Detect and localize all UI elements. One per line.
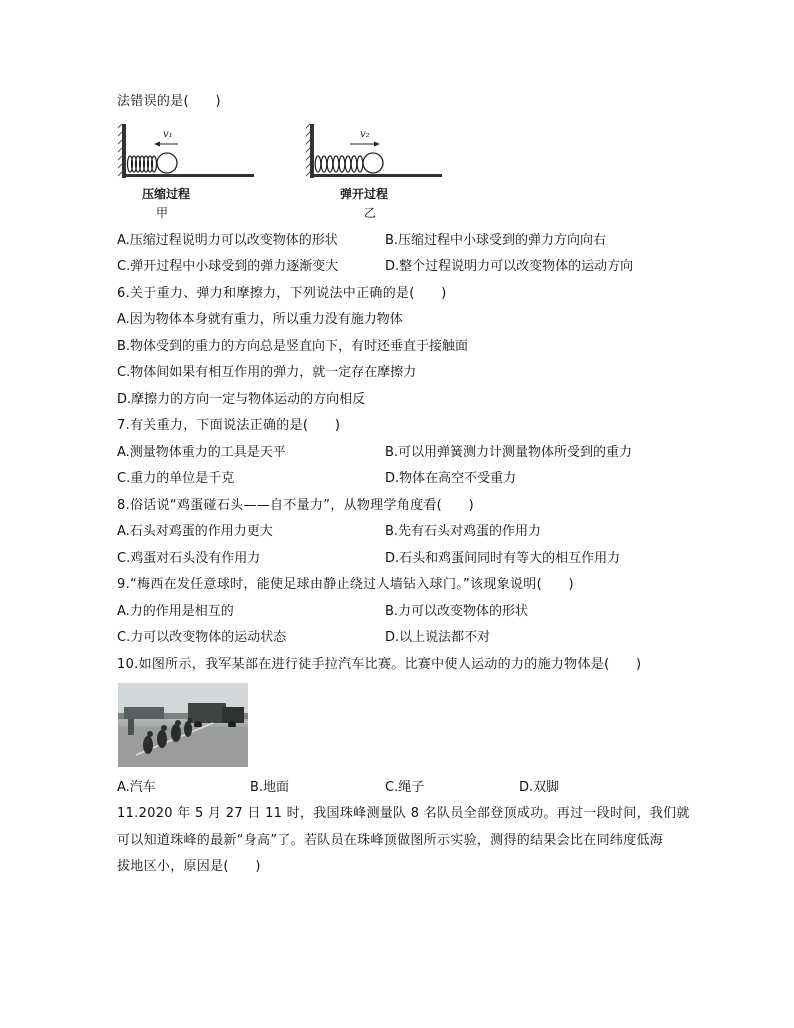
q8-option-b: B.先有石头对鸡蛋的作用力 xyxy=(385,524,542,539)
spring-compression-figure xyxy=(118,122,258,184)
q10-option-b: B.地面 xyxy=(250,780,290,795)
tug-truck-photo xyxy=(118,683,248,767)
q7-option-a: A.测量物体重力的工具是天平 xyxy=(117,445,286,460)
q8-option-d: D.石头和鸡蛋间同时有等大的相互作用力 xyxy=(385,551,621,566)
q7-option-b: B.可以用弹簧测力计测量物体所受到的重力 xyxy=(385,445,633,460)
q6-stem: 6.关于重力、弹力和摩擦力，下列说法中正确的是( ) xyxy=(117,286,447,301)
q10-stem: 10.如图所示，我军某部在进行徒手拉汽车比赛。比赛中使人运动的力的施力物体是( ) xyxy=(117,657,642,672)
option-c: C.弹开过程中小球受到的弹力逐渐变大 xyxy=(117,259,339,274)
q10-option-a: A.汽车 xyxy=(117,780,156,795)
q6-option-c: C.物体间如果有相互作用的弹力，就一定存在摩擦力 xyxy=(117,365,417,380)
figure-caption-release: 弹开过程 xyxy=(340,187,389,201)
q6-option-d: D.摩擦力的方向一定与物体运动的方向相反 xyxy=(117,392,366,407)
question-stem-tail: 法错误的是( ) xyxy=(117,94,221,109)
q6-option-a: A.因为物体本身就有重力，所以重力没有施力物体 xyxy=(117,312,403,327)
q8-stem: 8.俗话说“鸡蛋碰石头——自不量力”，从物理学角度看( ) xyxy=(117,498,475,513)
velocity-label-v1: v₁ xyxy=(163,129,173,140)
q7-option-d: D.物体在高空不受重力 xyxy=(385,471,517,486)
option-b: B.压缩过程中小球受到的弹力方向向右 xyxy=(385,233,607,248)
q9-option-a: A.力的作用是相互的 xyxy=(117,604,234,619)
q9-stem: 9.“梅西在发任意球时，能使足球由静止绕过人墙钻入球门。”该现象说明( ) xyxy=(117,577,574,592)
q7-stem: 7.有关重力，下面说法正确的是( ) xyxy=(117,418,341,433)
q10-option-d: D.双脚 xyxy=(519,780,560,795)
q7-option-c: C.重力的单位是千克 xyxy=(117,471,235,486)
figure-caption-compression: 压缩过程 xyxy=(142,187,191,201)
spring-release-figure xyxy=(306,122,446,184)
option-d: D.整个过程说明力可以改变物体的运动方向 xyxy=(385,259,634,274)
q8-option-c: C.鸡蛋对石头没有作用力 xyxy=(117,551,261,566)
q10-option-c: C.绳子 xyxy=(385,780,425,795)
q11-line-2: 可以知道珠峰的最新“身高”了。若队员在珠峰顶做图所示实验，测得的结果会比在同纬度低海 xyxy=(117,833,664,848)
q9-option-d: D.以上说法都不对 xyxy=(385,630,491,645)
option-a: A.压缩过程说明力可以改变物体的形状 xyxy=(117,233,338,248)
q9-option-b: B.力可以改变物体的形状 xyxy=(385,604,529,619)
q11-line-1: 11.2020 年 5 月 27 日 11 时，我国珠峰测量队 8 名队员全部登顶成功。再过一段时间，我们就 xyxy=(117,806,690,821)
figure-sub-yi: 乙 xyxy=(364,206,377,220)
q6-option-b: B.物体受到的重力的方向总是竖直向下，有时还垂直于接触面 xyxy=(117,339,469,354)
figure-sub-jia: 甲 xyxy=(156,206,169,220)
q8-option-a: A.石头对鸡蛋的作用力更大 xyxy=(117,524,273,539)
velocity-label-v2: v₂ xyxy=(360,129,370,140)
q9-option-c: C.力可以改变物体的运动状态 xyxy=(117,630,287,645)
q11-line-3: 拔地区小，原因是( ) xyxy=(117,859,261,874)
